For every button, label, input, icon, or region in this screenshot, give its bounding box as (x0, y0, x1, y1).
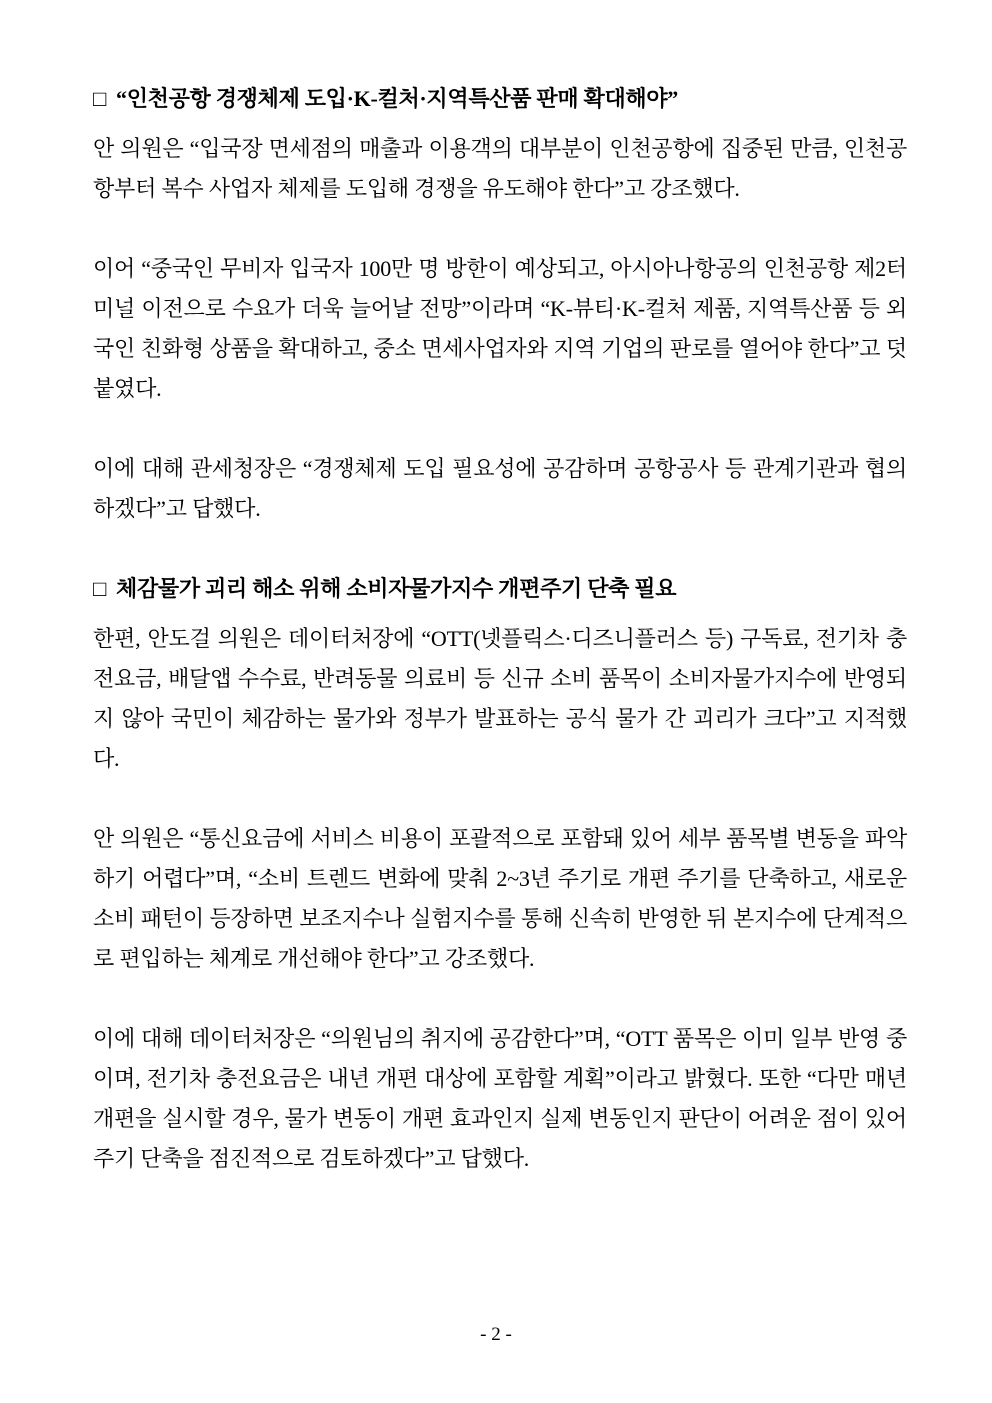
page-number: - 2 - (480, 1324, 512, 1345)
paragraph-3: 이에 대해 관세청장은 “경쟁체제 도입 필요성에 공감하며 공항공사 등 관계기관과 협의하겠다”고 답했다. (93, 456, 907, 521)
paragraph-6: 이에 대해 데이터처장은 “의원님의 취지에 공감한다”며, “OTT 품목은 이미 일부 반영 중이며, 전기차 충전요금은 내년 개편 대상에 포함할 계획”이라고 밝혔다. 또한 “다만 매년 개편을 실시할 경우, 물가 변동이 개편 효과인지 실제 변동인지 판단이 어려운 점이 있어 주기 단축을 점진적으로 검토하겠다”고 답했다. (93, 1026, 907, 1171)
paragraph-4: 한편, 안도걸 의원은 데이터처장에 “OTT(넷플릭스·디즈니플러스 등) 구독료, 전기차 충전요금, 배달앱 수수료, 반려동물 의료비 등 신규 소비 품목이 소비자물가지수에 반영되지 않아 국민이 체감하는 물가와 정부가 발표하는 공식 물가 간 괴리가 크다”고 지적했다. (93, 626, 907, 771)
document-body (93, 79, 907, 1219)
square-bullet-icon: □ (93, 86, 106, 111)
section-heading-2-text: 체감물가 괴리 해소 위해 소비자물가지수 개편주기 단축 필요 (116, 576, 677, 601)
paragraph-2: 이어 “중국인 무비자 입국자 100만 명 방한이 예상되고, 아시아나항공의 인천공항 제2터미널 이전으로 수요가 더욱 늘어날 전망”이라며 “K-뷰티·K-컬처 제품, 지역특산품 등 외국인 친화형 상품을 확대하고, 중소 면세사업자와 지역 기업의 판로를 열어야 한다”고 덧붙였다. (93, 256, 907, 401)
section-heading-1-text: “인천공항 경쟁체제 도입·K-컬처·지역특산품 판매 확대해야” (116, 86, 679, 111)
section-cpi-revision (93, 569, 907, 1179)
paragraph-1: 안 의원은 “입국장 면세점의 매출과 이용객의 대부분이 인천공항에 집중된 만큼, 인천공항부터 복수 사업자 체제를 도입해 경쟁을 유도해야 한다”고 강조했다. (93, 136, 908, 201)
square-bullet-icon: □ (93, 576, 106, 601)
page-footer (0, 1322, 992, 1348)
section-heading-1 (93, 79, 907, 119)
section-heading-2 (93, 569, 907, 609)
section-incheon-airport (93, 79, 907, 529)
paragraph-5: 안 의원은 “통신요금에 서비스 비용이 포괄적으로 포함돼 있어 세부 품목별 변동을 파악하기 어렵다”며, “소비 트렌드 변화에 맞춰 2~3년 주기로 개편 주기를 단축하고, 새로운 소비 패턴이 등장하면 보조지수나 실험지수를 통해 신속히 반영한 뒤 본지수에 단계적으로 편입하는 체계로 개선해야 한다”고 강조했다. (93, 826, 907, 971)
